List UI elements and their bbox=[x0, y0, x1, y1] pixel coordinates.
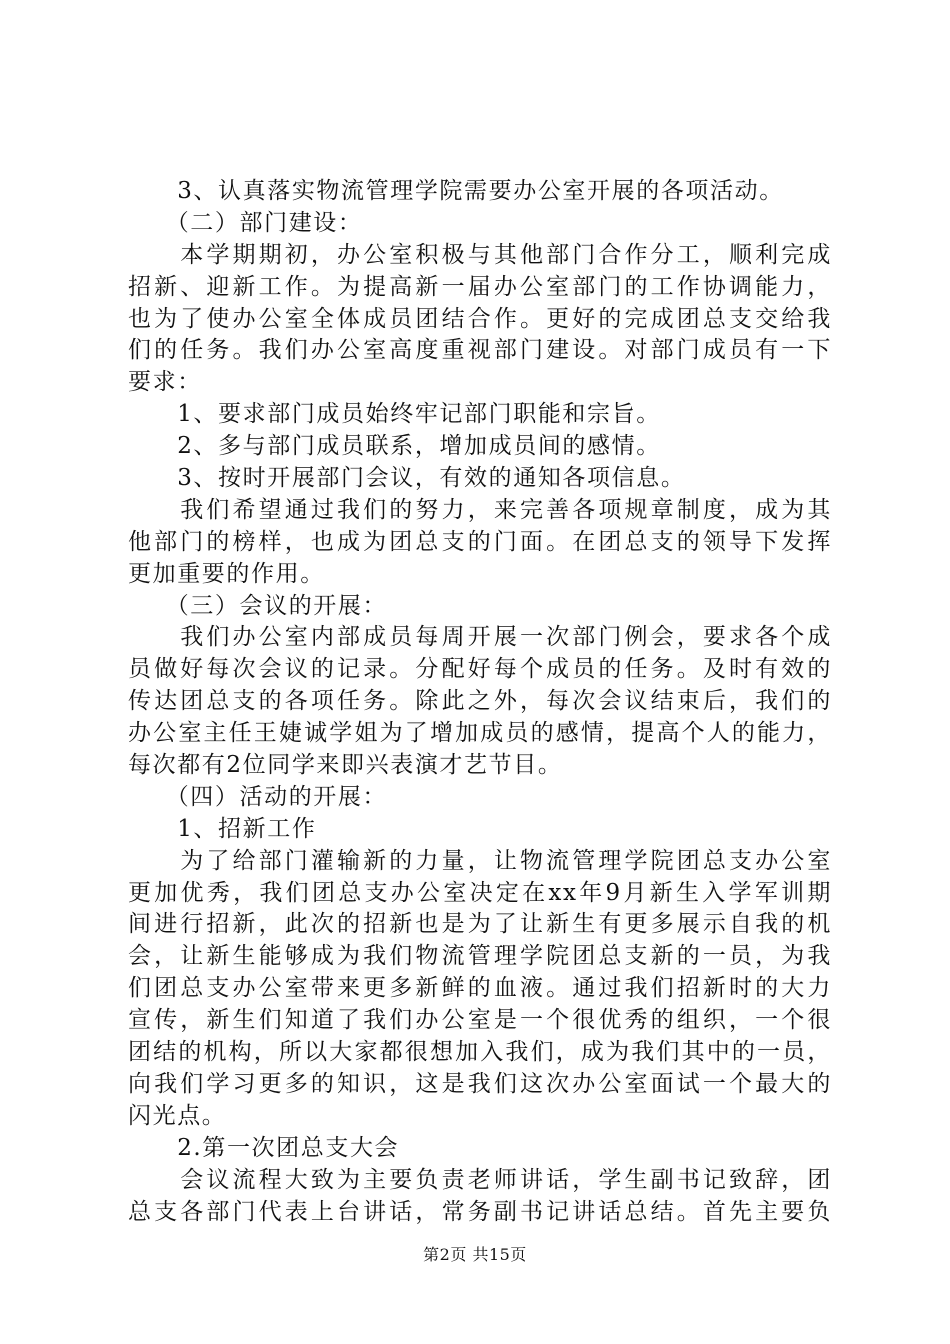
subsection-heading: 2.第一次团总支大会 bbox=[128, 1134, 400, 1161]
text-line: 闪光点。 bbox=[128, 1102, 227, 1129]
list-item: 1、要求部门成员始终牢记部门职能和宗旨。 bbox=[128, 401, 661, 428]
text-line: 本学期期初，办公室积极与其他部门合作分工，顺利完成 bbox=[128, 241, 832, 268]
text-line: 们团总支办公室带来更多新鲜的血液。通过我们招新时的大力 bbox=[128, 975, 832, 1002]
document-body bbox=[128, 176, 832, 1228]
page-number-footer: 第2页 共15页 bbox=[423, 1245, 527, 1264]
list-item: 2、多与部门成员联系，增加成员间的感情。 bbox=[128, 433, 661, 460]
text-line: 我们办公室内部成员每周开展一次部门例会，要求各个成 bbox=[128, 624, 832, 651]
text-line: 团结的机构，所以大家都很想加入我们，成为我们其中的一员， bbox=[128, 1039, 832, 1066]
section-heading: （三）会议的开展： bbox=[128, 592, 388, 619]
text-line: 要求： bbox=[128, 369, 202, 396]
text-line: 宣传，新生们知道了我们办公室是一个很优秀的组织，一个很 bbox=[128, 1007, 832, 1034]
text-line: 会，让新生能够成为我们物流管理学院团总支新的一员，为我 bbox=[128, 943, 832, 970]
text-line: 也为了使办公室全体成员团结合作。更好的完成团总支交给我 bbox=[128, 305, 832, 332]
text-line: 间进行招新，此次的招新也是为了让新生有更多展示自我的机 bbox=[128, 911, 832, 938]
text-line: 他部门的榜样，也成为团总支的门面。在团总支的领导下发挥 bbox=[128, 528, 832, 555]
list-item: 3、按时开展部门会议，有效的通知各项信息。 bbox=[128, 465, 686, 492]
text-line: 员做好每次会议的记录。分配好每个成员的任务。及时有效的 bbox=[128, 656, 832, 683]
text-line: 每次都有2位同学来即兴表演才艺节目。 bbox=[128, 752, 563, 779]
text-line: 们的任务。我们办公室高度重视部门建设。对部门成员有一下 bbox=[128, 337, 832, 364]
text-line: 会议流程大致为主要负责老师讲话，学生副书记致辞，团 bbox=[128, 1166, 832, 1193]
text-line: 办公室主任王婕诚学姐为了增加成员的感情，提高个人的能力， bbox=[128, 720, 832, 747]
text-line: 我们希望通过我们的努力，来完善各项规章制度，成为其 bbox=[128, 496, 832, 523]
text-line: 为了给部门灌输新的力量，让物流管理学院团总支办公室 bbox=[128, 847, 832, 874]
text-line: 传达团总支的各项任务。除此之外，每次会议结束后，我们的 bbox=[128, 688, 832, 715]
text-line: 3、认真落实物流管理学院需要办公室开展的各项活动。 bbox=[128, 178, 784, 204]
section-heading: （二）部门建设： bbox=[128, 209, 363, 236]
text-line: 招新、迎新工作。为提高新一届办公室部门的工作协调能力， bbox=[128, 273, 832, 300]
text-line: 总支各部门代表上台讲话，常务副书记讲话总结。首先主要负 bbox=[128, 1198, 832, 1225]
subsection-heading: 1、招新工作 bbox=[128, 815, 317, 842]
text-line: 更加重要的作用。 bbox=[128, 560, 325, 587]
section-heading: （四）活动的开展： bbox=[128, 783, 388, 810]
text-line: 更加优秀，我们团总支办公室决定在xx年9月新生入学军训期 bbox=[128, 879, 832, 906]
text-line: 向我们学习更多的知识，这是我们这次办公室面试一个最大的 bbox=[128, 1070, 832, 1097]
